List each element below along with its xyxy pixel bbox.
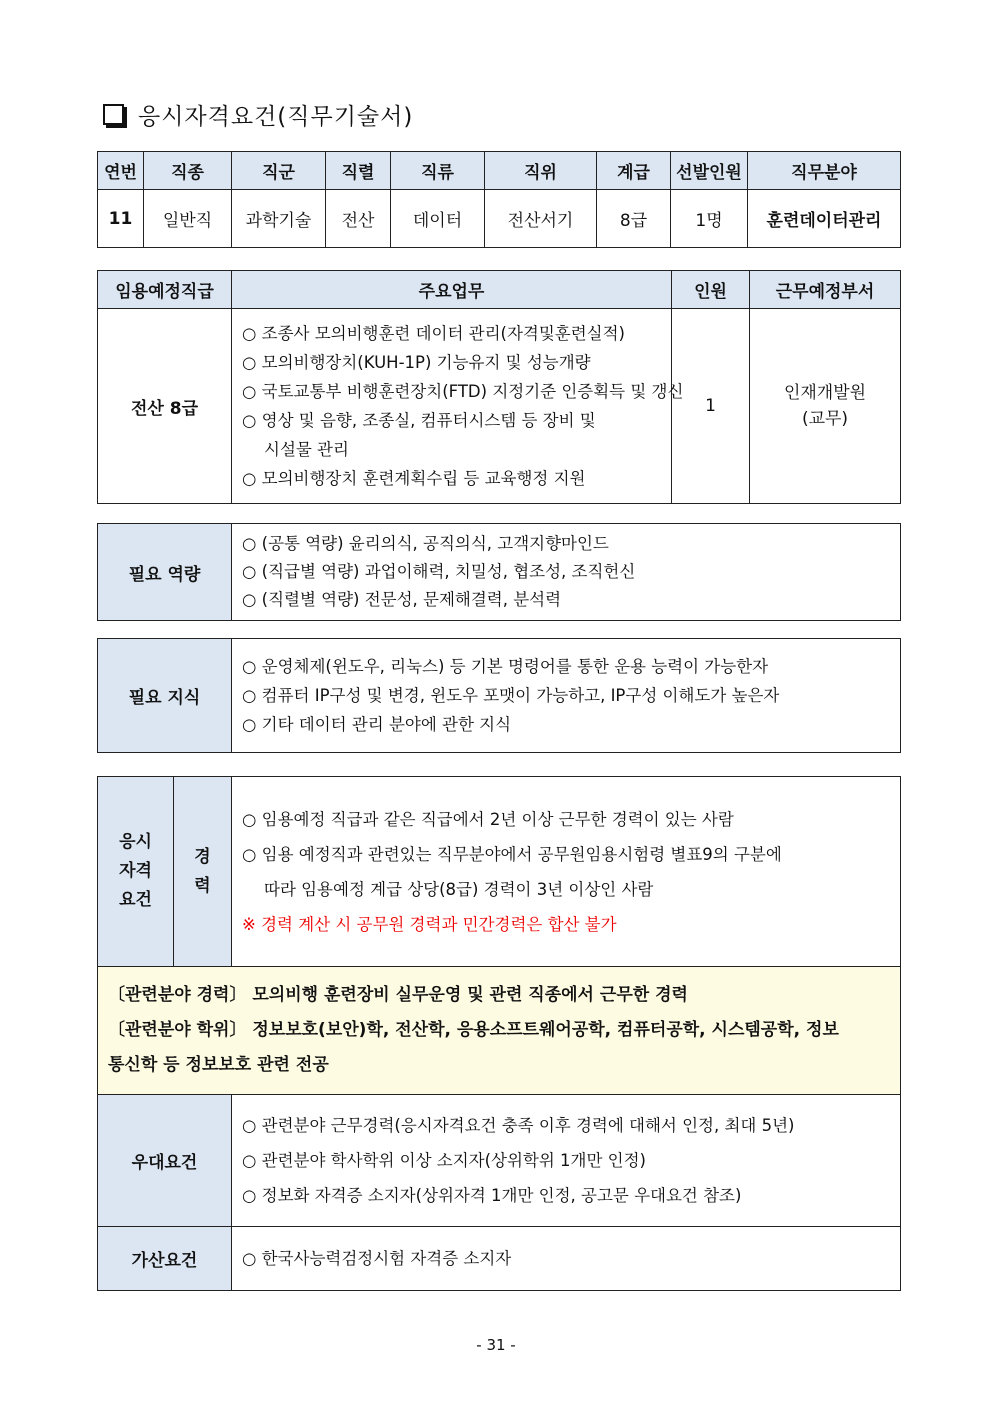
competency-row [98, 524, 901, 621]
label-line: 응시 [119, 832, 152, 852]
duties-list [232, 309, 684, 504]
value-cell: 8급 [597, 190, 671, 248]
label-line: 자격 [119, 861, 152, 881]
qualification-list [232, 777, 901, 967]
duties-table [97, 270, 901, 504]
header-cell: 직렬 [326, 152, 391, 190]
value-cell: 11 [98, 190, 144, 248]
related-field-row [98, 967, 901, 1095]
value-cell: 전산 [326, 190, 391, 248]
label-line: 력 [194, 875, 211, 896]
list-item: ○ 임용예정 직급과 같은 직급에서 2년 이상 근무한 경력이 있는 사람 [242, 809, 734, 829]
dept-sub: (교무) [801, 409, 849, 429]
value-cell: 일반직 [144, 190, 232, 248]
summary-header-row [98, 152, 901, 190]
header-cell: 직류 [391, 152, 485, 190]
header-cell: 직군 [232, 152, 326, 190]
page-title-text: 응시자격요건(직무기술서) [138, 104, 414, 130]
preference-label: 우대요건 [98, 1095, 232, 1227]
qualification-label [98, 777, 174, 967]
list-item: ○ 정보화 자격증 소지자(상위자격 1개만 인정, 공고문 우대요건 참조) [242, 1186, 742, 1205]
page-number: - 31 - [476, 1336, 516, 1354]
checkbox-icon [103, 104, 124, 125]
duties-header-row [98, 271, 901, 309]
list-item: ○ 관련분야 근무경력(응시자격요건 충족 이후 경력에 대해서 인정, 최대 5년) [242, 1116, 795, 1135]
dept-cell [750, 309, 901, 504]
list-item: ○ (직렬별 역량) 전문성, 문제해결력, 분석력 [242, 590, 562, 609]
list-item: ○ 기타 데이터 관리 분야에 관한 지식 [242, 715, 512, 734]
list-item: ○ 컴퓨터 IP구성 및 변경, 윈도우 포맷이 가능하고, IP구성 이해도가 높은자 [242, 686, 780, 705]
related-career: 〔관련분야 경력〕 모의비행 훈련장비 실무운영 및 관련 직종에서 근무한 경력 [108, 985, 688, 1005]
related-field-cell [98, 967, 901, 1095]
header-cell: 임용예정직급 [98, 271, 232, 309]
header-cell: 선발인원 [671, 152, 748, 190]
knowledge-table [97, 638, 901, 753]
qualification-table [97, 776, 901, 1291]
related-degree-cont: 통신학 등 정보보호 관련 전공 [108, 1055, 329, 1075]
list-item: ○ 관련분야 학사학위 이상 소지자(상위학위 1개만 인정) [242, 1151, 646, 1170]
page-title [103, 98, 413, 131]
list-item: ○ 영상 및 음향, 조종실, 컴퓨터시스템 등 장비 및 [242, 411, 596, 430]
duties-row [98, 309, 901, 504]
bonus-label: 가산요건 [98, 1227, 232, 1291]
grade-cell: 전산 8급 [98, 309, 232, 504]
dept-name: 인재개발원 [783, 383, 867, 403]
label-line: 요건 [119, 890, 152, 910]
header-cell: 근무예정부서 [750, 271, 901, 309]
competency-label: 필요 역량 [98, 524, 232, 621]
knowledge-row [98, 639, 901, 753]
header-cell: 직위 [485, 152, 597, 190]
summary-table [97, 151, 901, 248]
summary-value-row [98, 190, 901, 248]
list-item: ○ 모의비행장치 훈련계획수립 등 교육행정 지원 [242, 469, 586, 488]
career-label [174, 777, 232, 967]
header-cell: 직종 [144, 152, 232, 190]
list-item: ○ 한국사능력검정시험 자격증 소지자 [242, 1249, 512, 1268]
list-item: ○ 국토교통부 비행훈련장치(FTD) 지정기준 인증획득 및 갱신 [242, 382, 684, 401]
value-cell: 1명 [671, 190, 748, 248]
count-cell: 1 [672, 309, 750, 504]
list-item: ○ 운영체제(윈도우, 리눅스) 등 기본 명령어를 통한 운용 능력이 가능한자 [242, 657, 769, 676]
header-cell: 인원 [672, 271, 750, 309]
list-item: ○ 조종사 모의비행훈련 데이터 관리(자격및훈련실적) [242, 324, 625, 343]
header-cell: 계급 [597, 152, 671, 190]
header-cell: 주요업무 [232, 271, 672, 309]
bonus-row [98, 1227, 901, 1291]
value-cell: 훈련데이터관리 [748, 190, 901, 248]
header-cell: 연번 [98, 152, 144, 190]
preference-row [98, 1095, 901, 1227]
list-item: ○ 모의비행장치(KUH-1P) 기능유지 및 성능개량 [242, 353, 591, 372]
preference-list [232, 1095, 901, 1227]
label-line: 경 [194, 846, 211, 867]
list-item: 따라 임용예정 계급 상당(8급) 경력이 3년 이상인 사람 [264, 879, 654, 899]
header-cell: 직무분야 [748, 152, 901, 190]
qualification-row [98, 777, 901, 967]
knowledge-label: 필요 지식 [98, 639, 232, 753]
knowledge-list [232, 639, 901, 753]
career-note: ※ 경력 계산 시 공무원 경력과 민간경력은 합산 불가 [242, 914, 617, 934]
value-cell: 데이터 [391, 190, 485, 248]
bonus-list [232, 1227, 901, 1291]
list-item: ○ (공통 역량) 윤리의식, 공직의식, 고객지향마인드 [242, 534, 609, 553]
related-degree: 〔관련분야 학위〕 정보보호(보안)학, 전산학, 응용소프트웨어공학, 컴퓨터공학, 시스템공학, 정보 [108, 1020, 839, 1040]
list-item: 시설물 관리 [264, 440, 349, 459]
value-cell: 전산서기 [485, 190, 597, 248]
value-cell: 과학기술 [232, 190, 326, 248]
competency-table [97, 523, 901, 621]
competency-list [232, 524, 901, 621]
list-item: ○ (직급별 역량) 과업이해력, 치밀성, 협조성, 조직헌신 [242, 562, 636, 581]
list-item: ○ 임용 예정직과 관련있는 직무분야에서 공무원임용시험령 별표9의 구분에 [242, 844, 782, 864]
